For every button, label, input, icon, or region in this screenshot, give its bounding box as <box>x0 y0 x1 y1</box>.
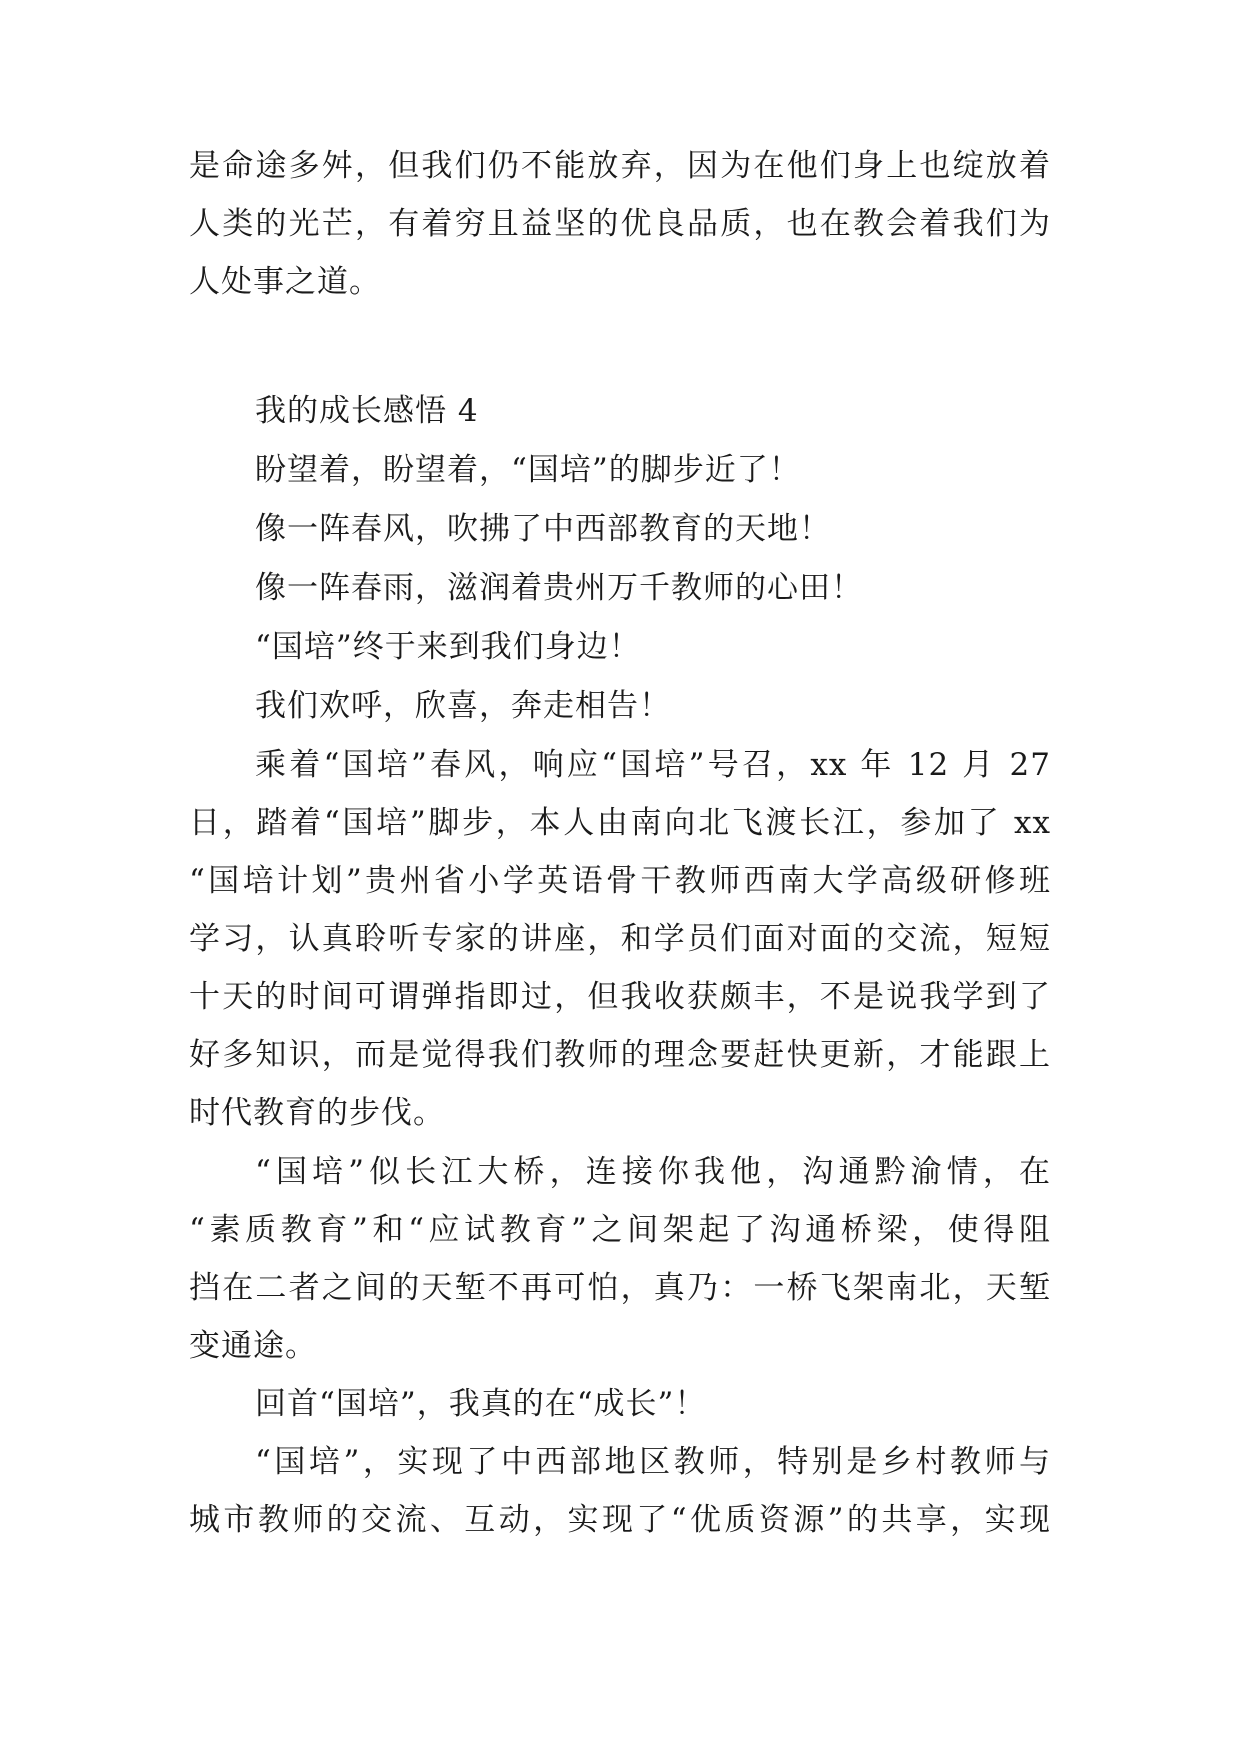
paragraph-line: 人类的光芒，有着穷且益坚的优良品质，也在教会着我们为 <box>189 206 1051 242</box>
paragraph-line: 好多知识，而是觉得我们教师的理念要赶快更新，才能跟上 <box>189 1037 1051 1073</box>
paragraph-line: 是命途多舛，但我们仍不能放弃，因为在他们身上也绽放着 <box>189 148 1051 184</box>
paragraph-line: 日，踏着“国培”脚步，本人由南向北飞渡长江，参加了 xx <box>189 805 1051 841</box>
paragraph-line: 像一阵春风，吹拂了中西部教育的天地！ <box>255 511 831 547</box>
section-heading: 我的成长感悟 4 <box>255 393 479 429</box>
paragraph-line: 时代教育的步伐。 <box>189 1095 445 1131</box>
paragraph-line: 学习，认真聆听专家的讲座，和学员们面对面的交流，短短 <box>189 921 1051 957</box>
paragraph-line: 变通途。 <box>189 1328 317 1364</box>
paragraph-line: 城市教师的交流、互动，实现了“优质资源”的共享，实现 <box>189 1502 1051 1538</box>
paragraph-line: 像一阵春雨，滋润着贵州万千教师的心田！ <box>255 570 863 606</box>
paragraph-line: 回首“国培”，我真的在“成长”！ <box>255 1386 707 1422</box>
paragraph-line: “国培”似长江大桥，连接你我他，沟通黔渝情，在 <box>255 1154 1051 1190</box>
paragraph-line: “国培计划”贵州省小学英语骨干教师西南大学高级研修班 <box>189 863 1051 899</box>
paragraph-line: 我们欢呼，欣喜，奔走相告！ <box>255 688 671 724</box>
paragraph-line: 人处事之道。 <box>189 264 381 300</box>
paragraph-line: “国培”，实现了中西部地区教师，特别是乡村教师与 <box>255 1444 1051 1480</box>
paragraph-line: 挡在二者之间的天堑不再可怕，真乃：一桥飞架南北，天堑 <box>189 1270 1051 1306</box>
paragraph-line: “素质教育”和“应试教育”之间架起了沟通桥梁，使得阻 <box>189 1212 1051 1248</box>
paragraph-line: 乘着“国培”春风，响应“国培”号召，xx 年 12 月 27 <box>255 747 1051 783</box>
paragraph-line: 盼望着，盼望着，“国培”的脚步近了！ <box>255 452 801 488</box>
paragraph-line: 十天的时间可谓弹指即过，但我收获颇丰，不是说我学到了 <box>189 979 1051 1015</box>
paragraph-line: “国培”终于来到我们身边！ <box>255 629 641 665</box>
